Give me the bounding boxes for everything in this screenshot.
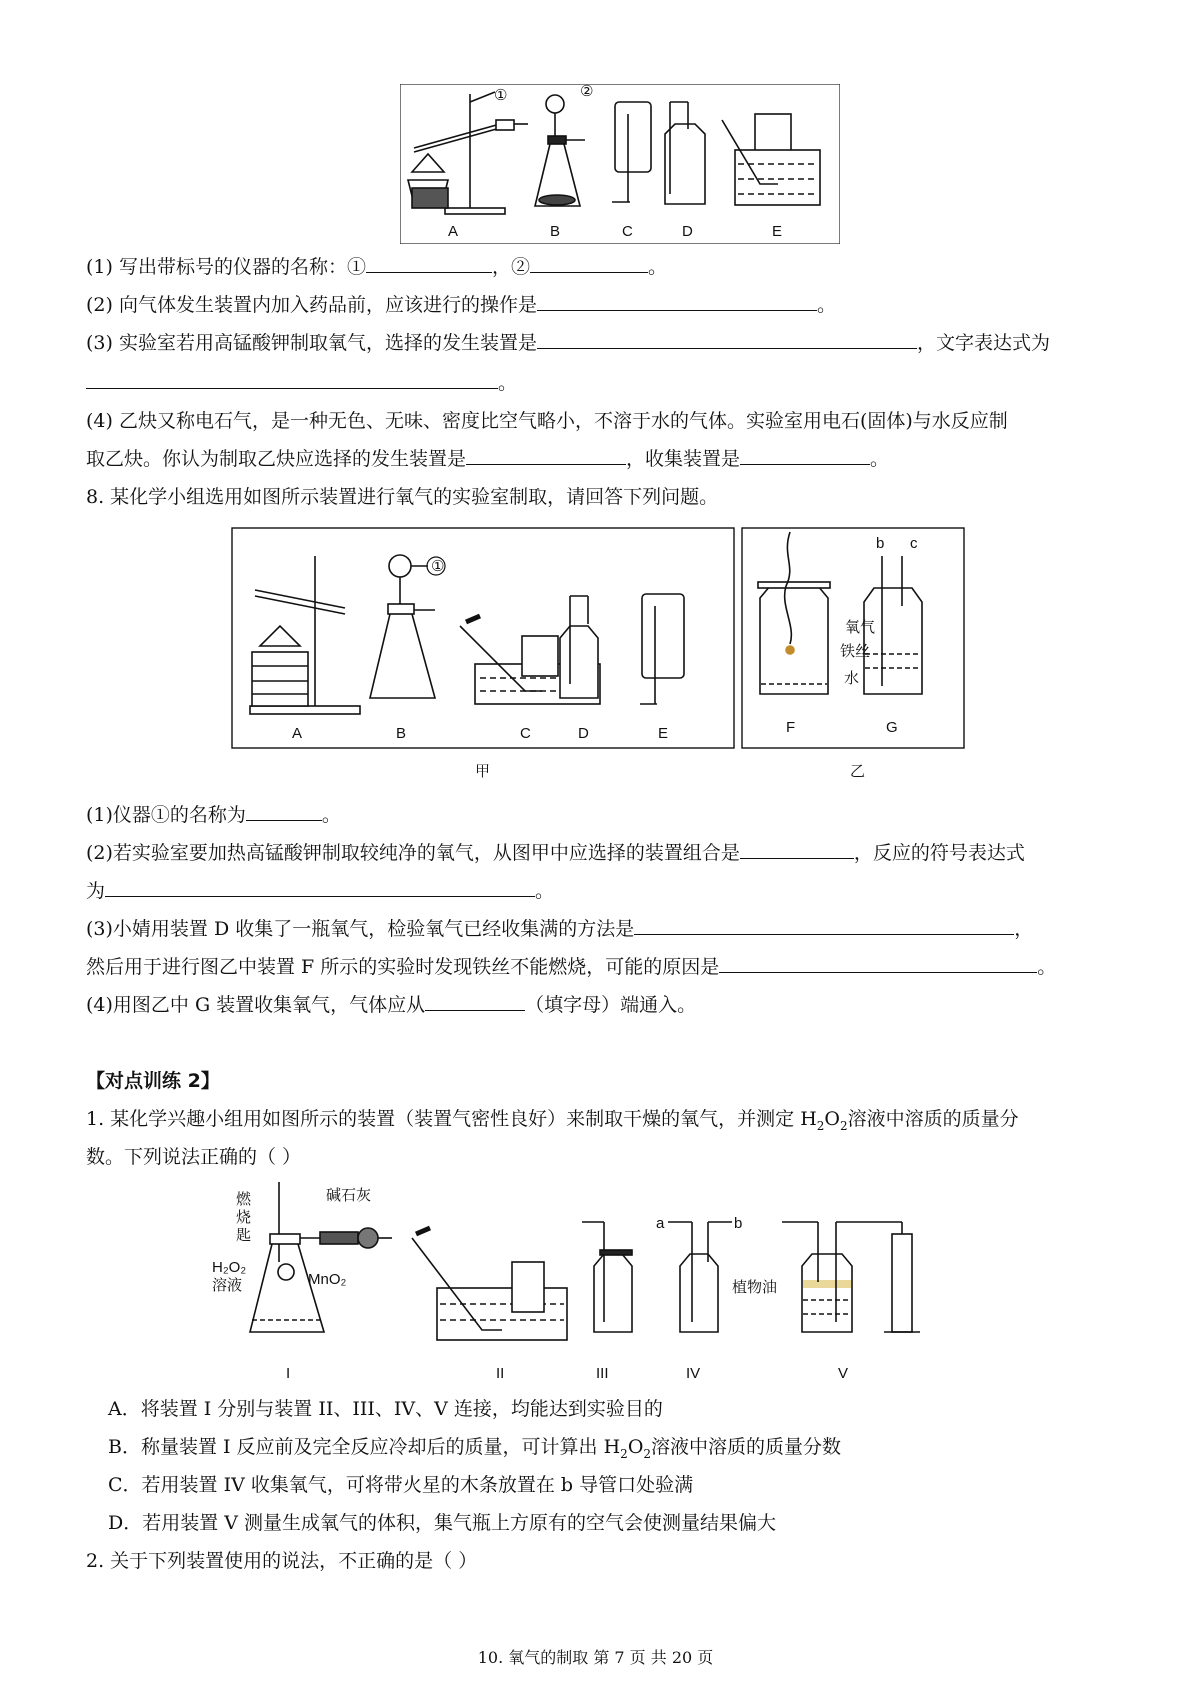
fig3-label-ii: II: [496, 1365, 505, 1382]
apparatus-e-inverted-bottle: [640, 594, 684, 704]
fig2-label-e: E: [658, 725, 669, 742]
annot-spoon-2: 烧: [236, 1209, 252, 1226]
q7-p2-end: 。: [816, 294, 836, 316]
t1-option-c[interactable]: C．若用装置 IV 收集氧气，可将带火星的木条放置在 b 导管口处验满: [108, 1474, 694, 1496]
t1-option-b-c: 溶液中溶质的质量分数: [651, 1436, 842, 1458]
answer-blank[interactable]: [425, 992, 525, 1011]
q7-p4-prefix: 取乙炔。你认为制取乙炔应选择的发生装置是: [86, 448, 467, 470]
subscript: 2: [816, 1118, 825, 1133]
fig2-label-d: D: [578, 725, 589, 742]
fig1-label-c: C: [622, 223, 633, 240]
q7-p1-prefix: (1) 写出带标号的仪器的名称：①: [86, 256, 366, 278]
q8-part3: [86, 916, 1033, 942]
caption-yi: 乙: [850, 763, 866, 780]
subscript: 2: [620, 1446, 628, 1461]
apparatus-d-bottle: [560, 596, 598, 698]
caption-jia: 甲: [475, 763, 491, 780]
answer-blank[interactable]: [740, 840, 854, 859]
answer-blank[interactable]: [537, 330, 917, 349]
q8-part2: [86, 840, 1025, 866]
q7-p4-end: 。: [870, 448, 890, 470]
q8-part3-line2: [86, 954, 1056, 980]
q8-p2-line2-prefix: 为: [86, 880, 106, 902]
answer-blank[interactable]: [105, 878, 535, 897]
annot-vegetable-oil: 植物油: [732, 1279, 778, 1296]
answer-blank[interactable]: [366, 254, 492, 273]
annot-spoon-1: 燃: [236, 1191, 252, 1208]
q8-stem: 8. 某化学小组选用如图所示装置进行氧气的实验室制取，请回答下列问题。: [86, 486, 719, 508]
figure-apparatus-3: [212, 1182, 1002, 1382]
fig2-label-f: F: [786, 719, 796, 736]
annot-soda-lime: 碱石灰: [326, 1187, 372, 1204]
q8-p4-prefix: (4)用图乙中 G 装置收集氧气，气体应从: [86, 994, 426, 1016]
t1-stem-b: O: [824, 1108, 840, 1130]
annot-oxygen: 氧气: [845, 619, 876, 636]
t1-stem-line2: 数。下列说法正确的（ ）: [86, 1146, 302, 1168]
q8-part4: [86, 992, 696, 1018]
apparatus-ii-water-trough: [412, 1228, 567, 1340]
q8-p3-line2-end: 。: [1037, 956, 1057, 978]
q8-p2-mid: ，反应的符号表达式: [853, 842, 1025, 864]
fig2-label-a: A: [292, 725, 303, 742]
annot-b: b: [734, 1215, 743, 1232]
annot-iron-wire: 铁丝: [840, 643, 871, 660]
annot-mno2: MnO₂: [308, 1271, 347, 1288]
annot-spoon-3: 匙: [236, 1227, 252, 1244]
q8-p3-end: ，: [1014, 918, 1034, 940]
fig1-label-d: D: [682, 223, 693, 240]
q7-part4-line1: [86, 408, 1008, 434]
fig1-label-b: B: [550, 223, 561, 240]
fig2-label-b: B: [396, 725, 407, 742]
apparatus-e-water-trough: [722, 114, 820, 205]
marker-2: ②: [580, 84, 594, 100]
annot-h2o2: H₂O₂: [212, 1259, 247, 1276]
t2-stem: 2. 关于下列装置使用的说法，不正确的是（ ）: [86, 1550, 478, 1572]
fig1-label-e: E: [772, 223, 783, 240]
t1-option-b-a: B．称量装置 I 反应前及完全反应冷却后的质量，可计算出 H: [108, 1436, 621, 1458]
apparatus-iv-bottle: [668, 1222, 732, 1332]
fig3-label-iii: III: [596, 1365, 609, 1382]
annot-solution: 溶液: [212, 1277, 243, 1294]
apparatus-b-flask: [535, 95, 585, 206]
q8-p2-end: 。: [535, 880, 555, 902]
q7-p1-end: 。: [647, 256, 667, 278]
fig2-label-c: C: [520, 725, 531, 742]
fig3-label-v: V: [838, 1365, 849, 1382]
q7-p3-end: 。: [498, 372, 518, 394]
apparatus-iii-bottle: [582, 1222, 632, 1332]
q8-marker-1: ①: [431, 558, 445, 575]
q8-p4-end: （填字母）端通入。: [525, 994, 697, 1016]
q7-part4-line2: [86, 446, 889, 472]
q8-part1: [86, 802, 341, 828]
t1-option-b[interactable]: [108, 1434, 841, 1467]
answer-blank[interactable]: [466, 446, 626, 465]
apparatus-c-inverted-bottle: [612, 102, 651, 202]
answer-blank[interactable]: [740, 446, 870, 465]
q8-p1-end: 。: [321, 804, 341, 826]
q7-p2-prefix: (2) 向气体发生装置内加入药品前，应该进行的操作是: [86, 294, 537, 316]
answer-blank[interactable]: [86, 370, 498, 389]
answer-blank[interactable]: [530, 254, 648, 273]
t1-option-b-b: O: [627, 1436, 644, 1458]
subscript: 2: [840, 1118, 848, 1133]
fig3-label-i: I: [286, 1365, 291, 1382]
subscript: 2: [643, 1446, 652, 1461]
fig3-label-iv: IV: [686, 1365, 701, 1382]
apparatus-v-bottle-cylinder: [782, 1222, 920, 1332]
q7-p4-mid: ，收集装置是: [626, 448, 741, 470]
annot-b: b: [876, 535, 885, 552]
apparatus-a-heating-stand: [408, 92, 528, 214]
q7-p1-mid: ，②: [491, 256, 530, 278]
answer-blank[interactable]: [537, 292, 817, 311]
q7-part1: [86, 254, 667, 280]
annot-water: 水: [844, 670, 860, 687]
t1-stem-line1: [86, 1106, 1019, 1139]
q7-p4-line1: (4) 乙炔又称电石气，是一种无色、无味、密度比空气略小，不溶于水的气体。实验室用电石(固体)与水反应制: [86, 410, 1008, 432]
section-heading: 【对点训练 2】: [86, 1070, 220, 1092]
answer-blank[interactable]: [634, 916, 1014, 935]
q8-part2-line2: [86, 878, 554, 904]
apparatus-i-flask: [250, 1182, 392, 1332]
q7-p3-mid: ，文字表达式为: [916, 332, 1050, 354]
fig2-label-g: G: [886, 719, 898, 736]
t1-option-d[interactable]: D．若用装置 V 测量生成氧气的体积，集气瓶上方原有的空气会使测量结果偏大: [108, 1512, 777, 1534]
apparatus-b-flask: [370, 555, 435, 698]
apparatus-d-bottle: [665, 102, 705, 204]
q7-part3-line2: [86, 370, 517, 396]
q7-part2: [86, 292, 836, 318]
figure-apparatus-1: [400, 84, 840, 244]
page-footer: 10. 氧气的制取 第 7 页 共 20 页: [477, 1648, 714, 1667]
q8-p2-prefix: (2)若实验室要加热高锰酸钾制取较纯净的氧气，从图甲中应选择的装置组合是: [86, 842, 740, 864]
t1-stem-a: 1. 某化学兴趣小组用如图所示的装置（装置气密性良好）来制取干燥的氧气，并测定 H: [86, 1108, 817, 1130]
q7-part3: [86, 330, 1050, 356]
answer-blank[interactable]: [246, 802, 322, 821]
q8-p1-prefix: (1)仪器①的名称为: [86, 804, 246, 826]
t1-option-a[interactable]: A．将装置 I 分别与装置 II、III、IV、V 连接，均能达到实验目的: [108, 1398, 663, 1420]
annot-c: c: [910, 535, 918, 552]
fig1-label-a: A: [448, 223, 459, 240]
t1-stem-c: 溶液中溶质的质量分: [847, 1108, 1019, 1130]
figure-apparatus-2: [230, 526, 970, 786]
annot-a: a: [656, 1215, 665, 1232]
q7-p3-prefix: (3) 实验室若用高锰酸钾制取氧气，选择的发生装置是: [86, 332, 537, 354]
q8-p3-line2-prefix: 然后用于进行图乙中装置 F 所示的实验时发现铁丝不能燃烧，可能的原因是: [86, 956, 720, 978]
answer-blank[interactable]: [719, 954, 1037, 973]
q8-p3-prefix: (3)小婧用装置 D 收集了一瓶氧气，检验氧气已经收集满的方法是: [86, 918, 635, 940]
apparatus-a-heating-stand: [250, 556, 360, 714]
apparatus-f-iron-wire-jar: [758, 532, 830, 694]
marker-1: ①: [494, 87, 508, 104]
